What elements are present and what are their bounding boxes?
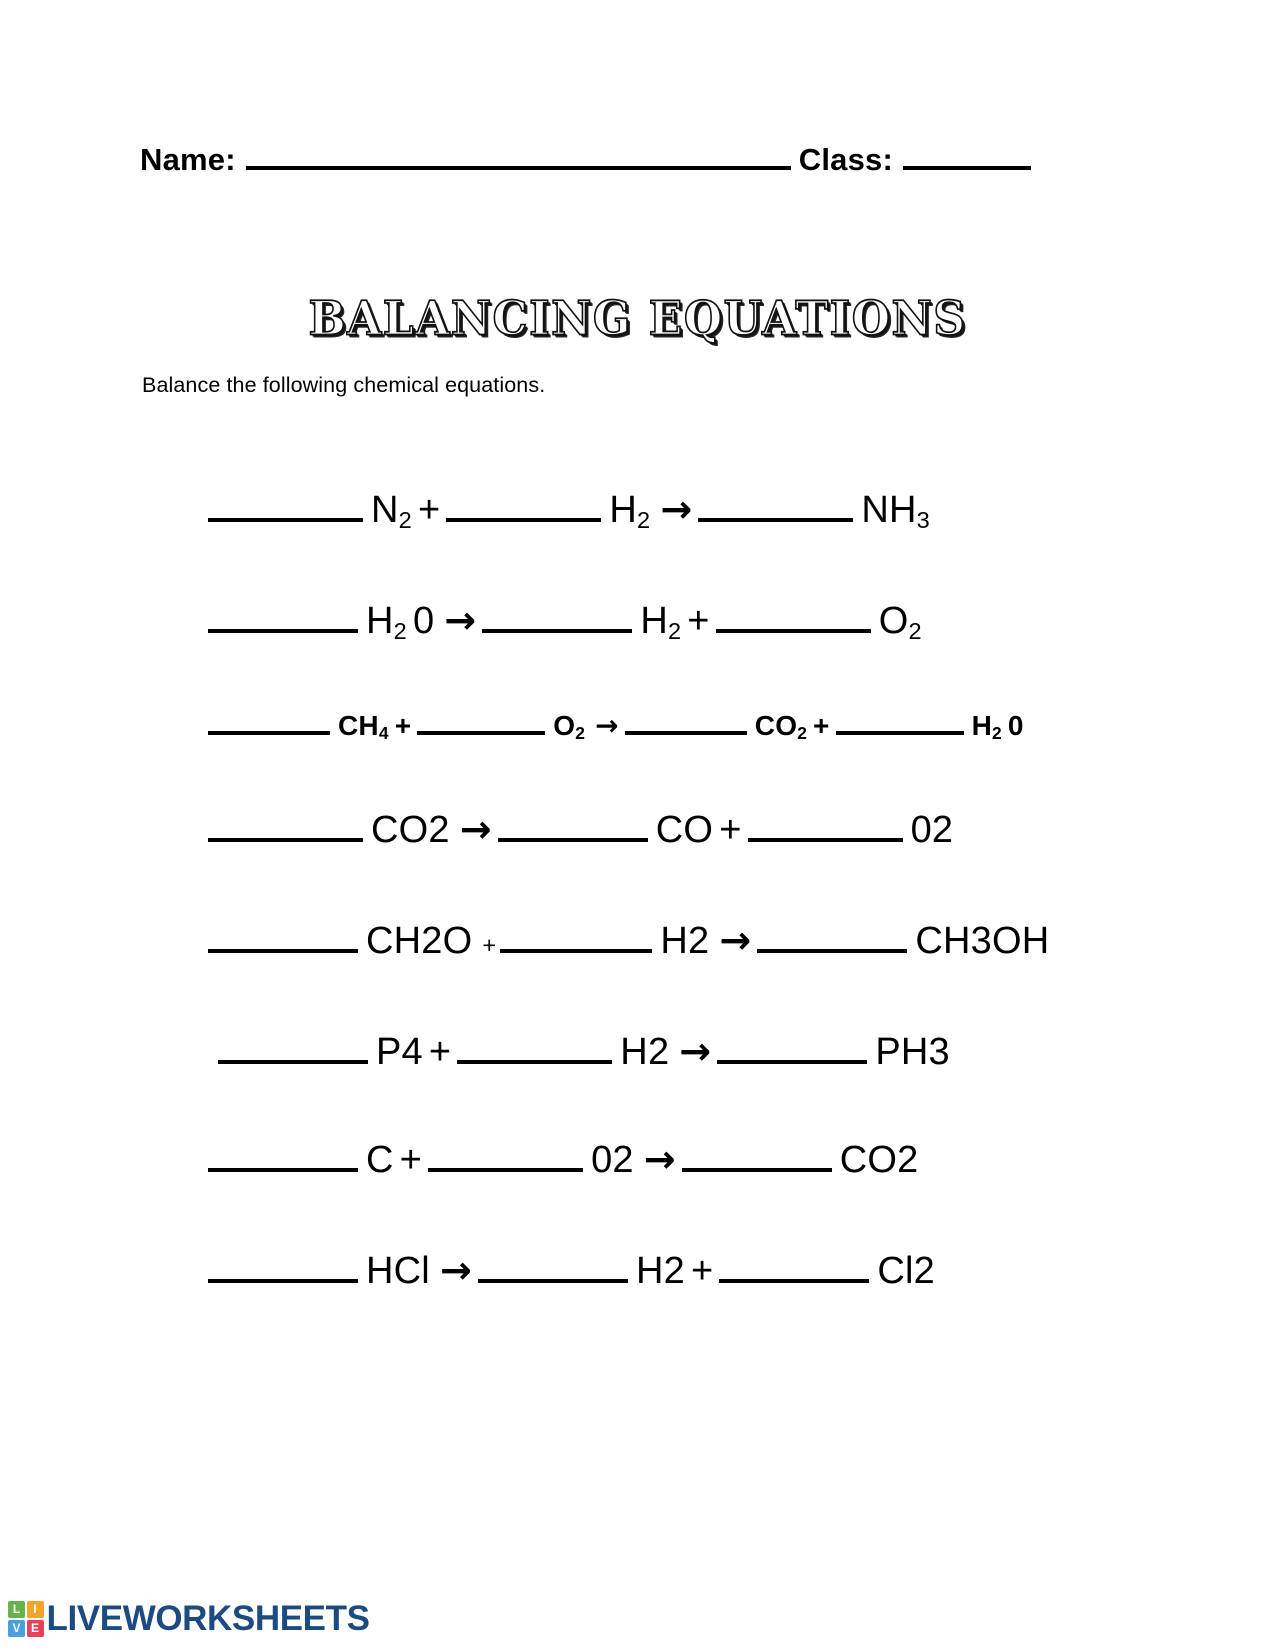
equation-4-term-7: 02 — [910, 809, 954, 851]
equation-1 — [0, 487, 1275, 592]
equation-8-blank-1[interactable] — [208, 1249, 358, 1283]
equation-5-blank-1[interactable] — [208, 919, 358, 953]
equation-3-term-11: 0 — [1007, 710, 1024, 741]
equation-3-subscript-1: 4 — [378, 723, 389, 744]
equation-2-term-5: $H_2$ — [640, 600, 682, 644]
equation-7-term-4: 02 — [591, 1139, 634, 1181]
equation-8-term-5: + — [690, 1250, 714, 1292]
equation-2 — [0, 598, 1275, 703]
equation-5-content — [208, 918, 1055, 963]
equation-4-blank-3[interactable] — [748, 808, 903, 842]
equation-1-blank-1[interactable] — [208, 488, 363, 522]
equation-3-term-1: $CH_4$ — [338, 710, 389, 744]
logo-wordmark: LIVEWORKSHEETS — [46, 1599, 370, 1638]
equation-2-subscript-5: 2 — [668, 617, 682, 644]
equation-6-arrow-icon: → — [679, 1029, 712, 1073]
equation-4-blank-2[interactable] — [498, 808, 648, 842]
equation-5-plus: + — [482, 932, 497, 958]
equation-7-content — [208, 1137, 925, 1182]
equation-8-arrow-icon: → — [439, 1248, 472, 1292]
equation-3-blank-4[interactable] — [836, 709, 964, 735]
equation-2-blank-2[interactable] — [482, 599, 632, 633]
logo-tile-i: I — [27, 1601, 44, 1618]
equation-8 — [0, 1248, 1275, 1353]
equation-2-arrow-icon: → — [444, 598, 477, 642]
equation-8-content — [208, 1248, 941, 1293]
equation-5-term-4: H2 — [660, 920, 710, 962]
class-input[interactable] — [903, 140, 1031, 170]
equation-7-term-1: C — [366, 1139, 394, 1181]
logo-tiles — [8, 1601, 44, 1637]
class-label: Class: — [798, 142, 894, 178]
equation-6-content — [218, 1029, 956, 1074]
equation-1-term-2: + — [417, 489, 441, 531]
equation-6-blank-2[interactable] — [457, 1030, 612, 1064]
equation-3-term-7: $CO_2$ — [754, 710, 808, 744]
student-info-header — [140, 140, 1080, 178]
equation-5-blank-2[interactable] — [500, 919, 652, 953]
equation-1-blank-2[interactable] — [446, 488, 601, 522]
equation-6-term-4: H2 — [620, 1031, 670, 1073]
logo-tile-e: E — [27, 1620, 44, 1637]
equation-1-term-1: $N_2$ — [371, 489, 412, 533]
equation-7-term-2: + — [399, 1139, 423, 1181]
equation-3-subscript-10: 2 — [992, 723, 1002, 744]
equation-3-subscript-7: 2 — [797, 723, 808, 744]
equation-3-blank-1[interactable] — [208, 709, 330, 735]
equation-3-blank-3[interactable] — [625, 709, 747, 735]
equation-1-content — [208, 487, 936, 532]
page-title: BALANCING EQUATIONS — [308, 292, 967, 347]
equation-1-blank-3[interactable] — [698, 488, 853, 522]
equation-2-term-8: $O_2$ — [878, 600, 922, 644]
equation-2-term-2: 0 — [412, 600, 435, 642]
equation-3-term-2: + — [394, 710, 412, 741]
equation-5 — [0, 918, 1275, 1023]
equation-8-blank-3[interactable] — [719, 1249, 869, 1283]
equation-6-blank-3[interactable] — [717, 1030, 867, 1064]
instruction-text: Balance the following chemical equations. — [142, 373, 546, 397]
equation-7-blank-2[interactable] — [428, 1138, 583, 1172]
equation-2-term-1: $H_2$ — [366, 600, 407, 644]
equation-6 — [0, 1029, 1275, 1134]
equation-2-content — [208, 598, 928, 643]
equation-2-subscript-1: 2 — [393, 617, 407, 644]
logo-tile-l: L — [8, 1601, 25, 1618]
equation-7-term-7: CO2 — [839, 1139, 919, 1181]
equation-8-term-4: H2 — [635, 1250, 685, 1292]
equation-3-content — [208, 709, 1030, 742]
equation-2-blank-3[interactable] — [716, 599, 871, 633]
equation-6-blank-1[interactable] — [218, 1030, 368, 1064]
equation-8-blank-2[interactable] — [478, 1249, 628, 1283]
equation-7-blank-3[interactable] — [682, 1138, 832, 1172]
equation-3 — [0, 709, 1275, 814]
equation-4-blank-1[interactable] — [208, 808, 363, 842]
equation-4-term-4: CO — [655, 809, 714, 851]
equation-1-term-4: $H_2$ — [609, 489, 651, 533]
equation-4-content — [208, 807, 959, 852]
equation-7-blank-1[interactable] — [208, 1138, 358, 1172]
equation-4-arrow-icon: → — [459, 807, 492, 851]
equation-8-term-7: Cl2 — [877, 1250, 935, 1292]
equation-1-term-7: $NH_3$ — [861, 489, 930, 533]
equation-5-arrow-icon: → — [719, 918, 752, 962]
equation-4-term-5: + — [719, 809, 742, 851]
equation-1-subscript-7: 3 — [916, 506, 930, 533]
equation-7-arrow-icon: → — [643, 1137, 676, 1181]
equation-4-term-1: CO2 — [371, 809, 450, 851]
equation-3-term-8: + — [813, 710, 830, 741]
equation-5-term-7: CH3OH — [915, 920, 1050, 962]
equation-1-subscript-1: 2 — [398, 506, 412, 533]
name-label: Name: — [140, 142, 236, 178]
equation-2-blank-1[interactable] — [208, 599, 358, 633]
liveworksheets-logo[interactable] — [8, 1599, 370, 1639]
equation-6-term-2: + — [428, 1031, 452, 1073]
equation-3-arrow-icon: → — [595, 709, 619, 742]
logo-tile-v: V — [8, 1620, 25, 1637]
equation-2-subscript-8: 2 — [908, 617, 922, 644]
equation-3-subscript-4: 2 — [575, 723, 586, 744]
equation-7 — [0, 1137, 1275, 1242]
equation-3-blank-2[interactable] — [417, 709, 545, 735]
equation-6-term-1: P4 — [376, 1031, 423, 1073]
equation-1-arrow-icon: → — [660, 487, 693, 531]
equation-3-term-10: $H_2$ — [971, 710, 1002, 744]
equation-4 — [0, 807, 1275, 912]
equation-5-blank-3[interactable] — [757, 919, 907, 953]
equation-3-term-4: $O_2$ — [553, 710, 586, 744]
equation-2-term-6: + — [687, 600, 710, 642]
name-input[interactable] — [246, 140, 791, 170]
equation-5-term-1: CH2O — [366, 920, 473, 962]
equation-1-subscript-4: 2 — [637, 506, 651, 533]
equation-6-term-7: PH3 — [875, 1031, 950, 1073]
equation-8-term-1: HCl — [366, 1250, 430, 1292]
